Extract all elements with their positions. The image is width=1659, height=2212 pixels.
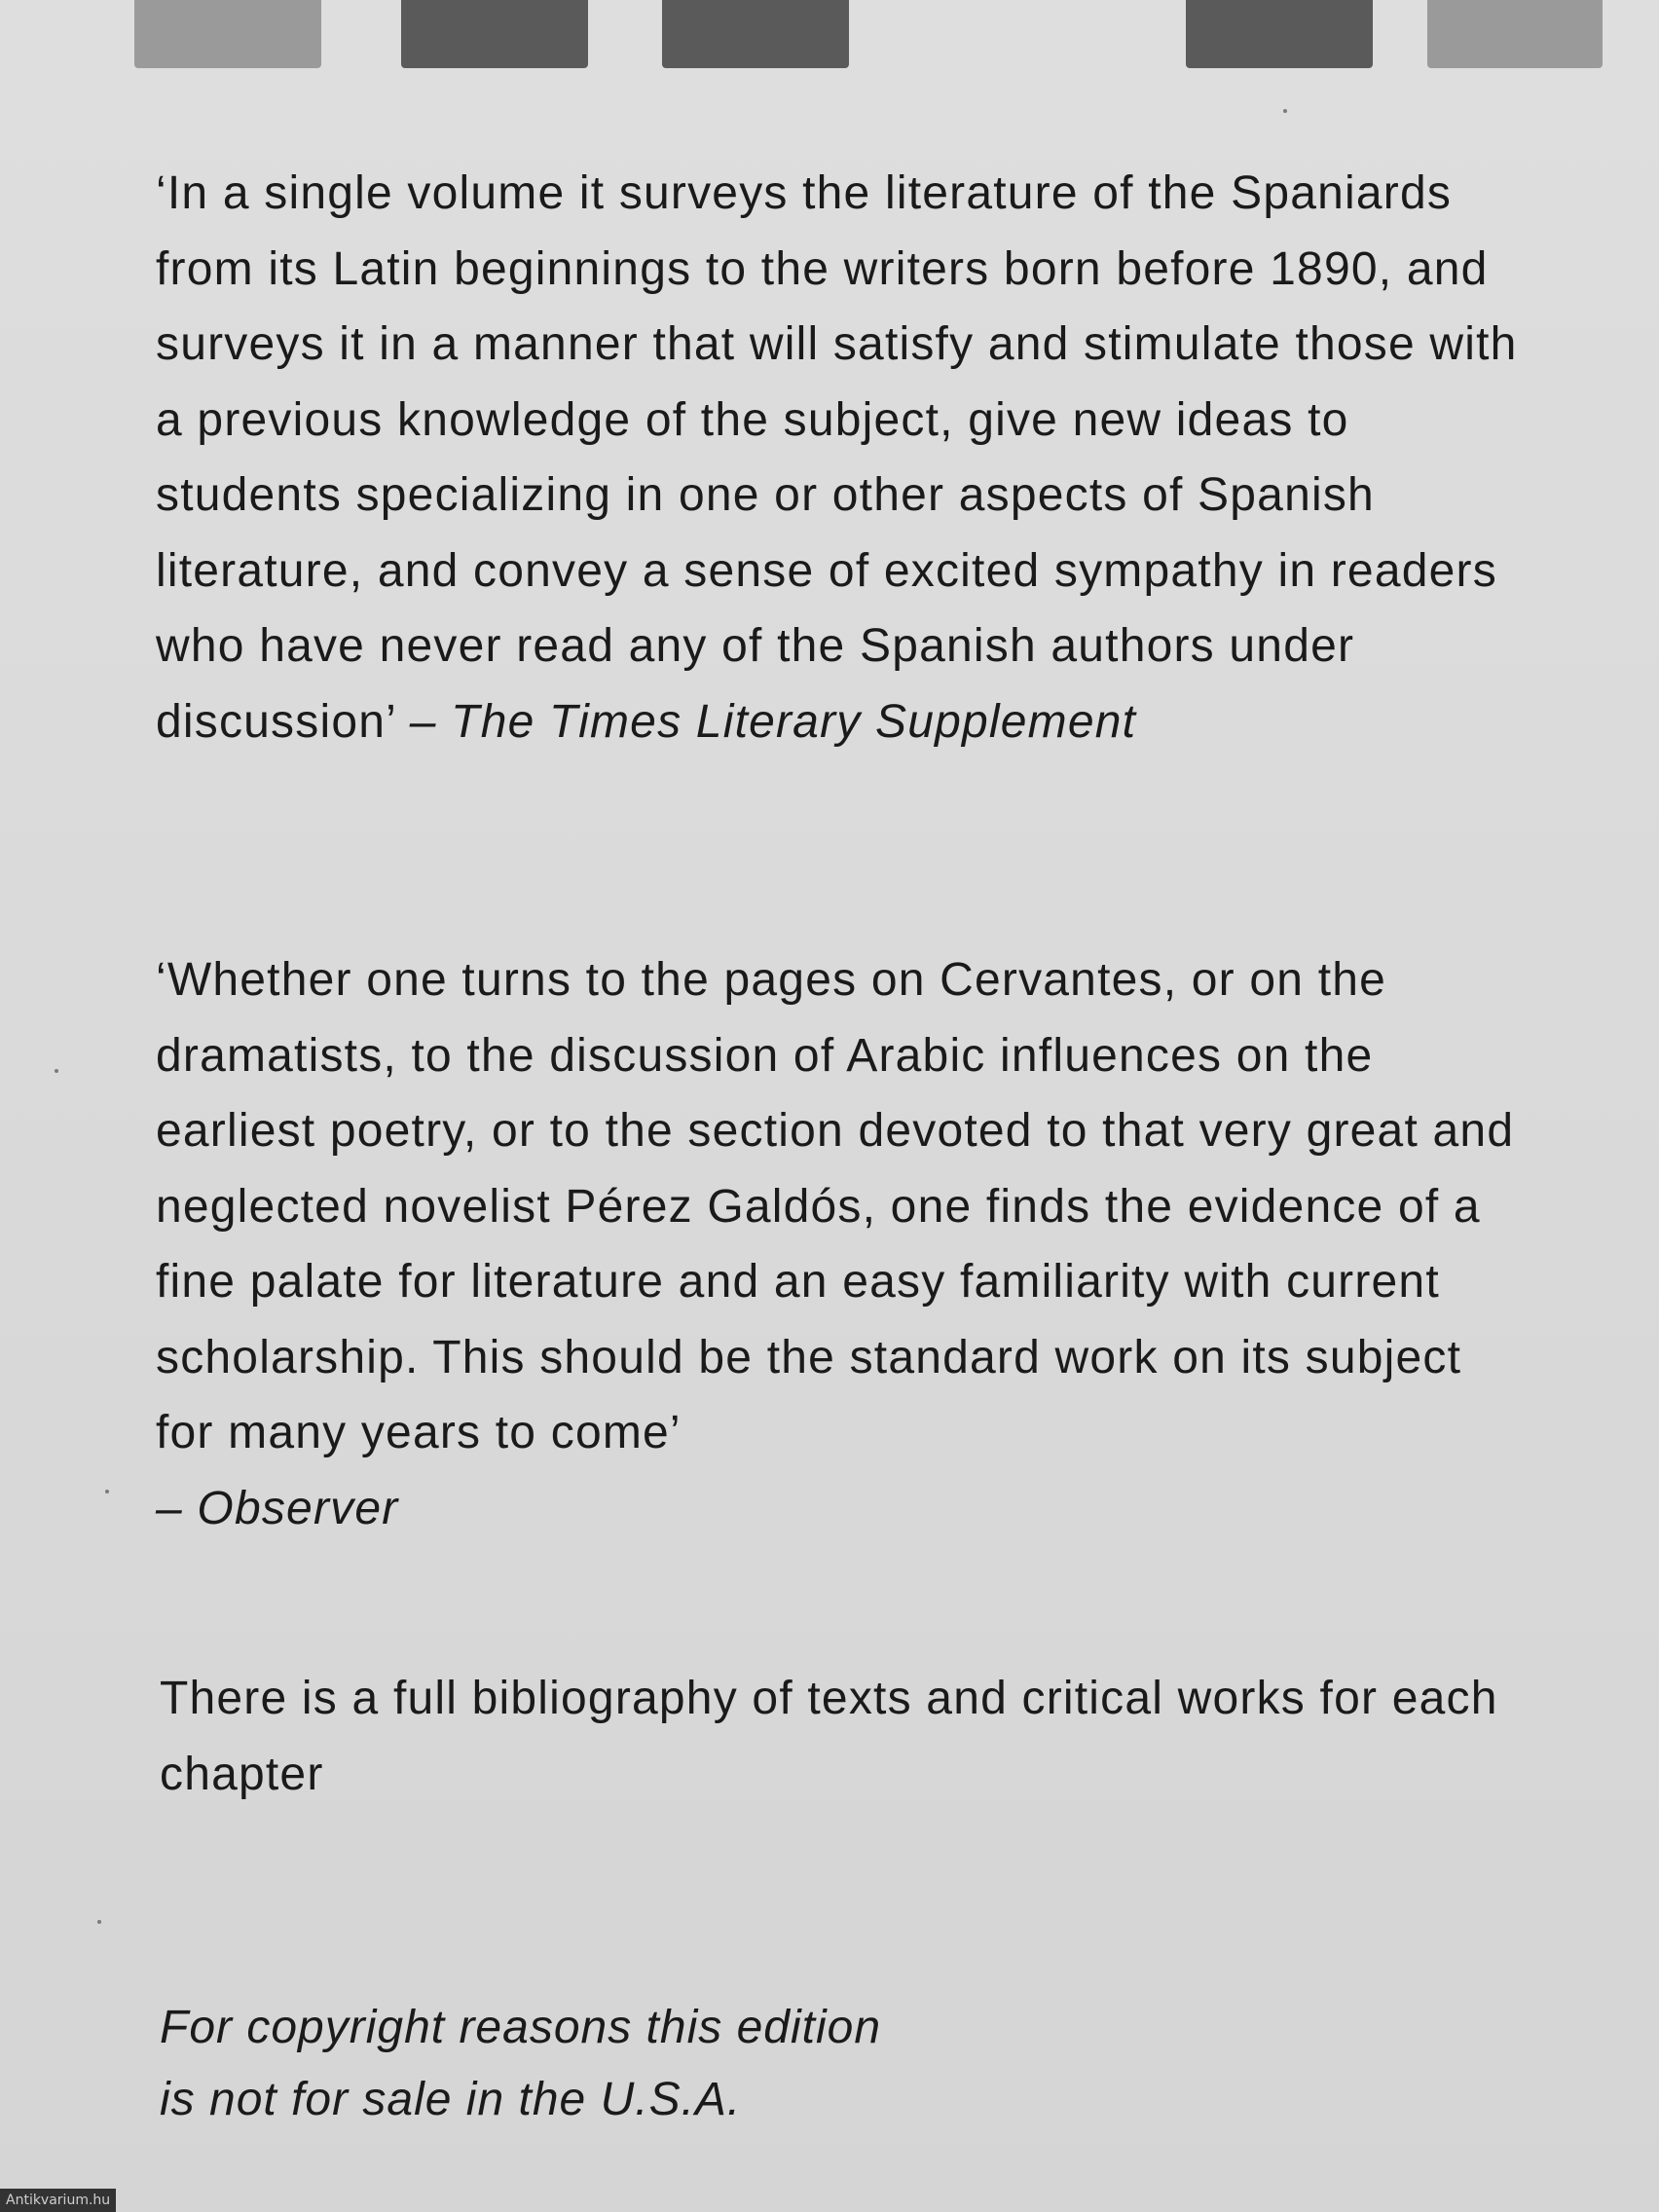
paper-speck [1283,109,1287,113]
top-color-bar-4 [1186,0,1373,68]
top-color-bar-3 [662,0,849,68]
quote-source: – Observer [156,1482,399,1534]
copyright-line-2: is not for sale in the U.S.A. [160,2074,742,2125]
copyright-line-1: For copyright reasons this edition [160,2002,882,2053]
watermark: Antikvarium.hu [0,2189,116,2212]
paper-speck [55,1069,58,1073]
review-quote-observer [156,942,1519,1546]
quote-text: ‘Whether one turns to the pages on Cervantes, or on the dramatists, to the discussion of Arabic influences on the earliest poetry, or to the section devoted to that very great and neglected novelist Pérez Galdós, one finds the evidence of a fine palate for literature and an easy familiarity with current scholarship. This should be the standard work on its subject for many years to come’ [156,954,1515,1458]
quote-text: ‘In a single volume it surveys the literature of the Spaniards from its Latin beginnings to the writers born before 1890, and surveys it in a manner that will satisfy and stimulate those with a previous knowledge of the subject, give new ideas to students specializing in one or other aspects of Spanish literature, and convey a sense of excited sympathy in readers who have never read any of the Spanish authors under discussion’ [156,167,1518,748]
top-color-bar-1 [134,0,321,68]
copyright-note [160,1992,1133,2136]
paper-speck [105,1490,109,1493]
review-quote-times [156,156,1519,759]
top-color-bar-5 [1427,0,1603,68]
top-color-bar-2 [401,0,588,68]
paper-speck [97,1920,101,1924]
bibliography-note: There is a full bibliography of texts and critical works for each chapter [160,1673,1498,1800]
quote-source: – The Times Literary Supplement [409,695,1137,748]
